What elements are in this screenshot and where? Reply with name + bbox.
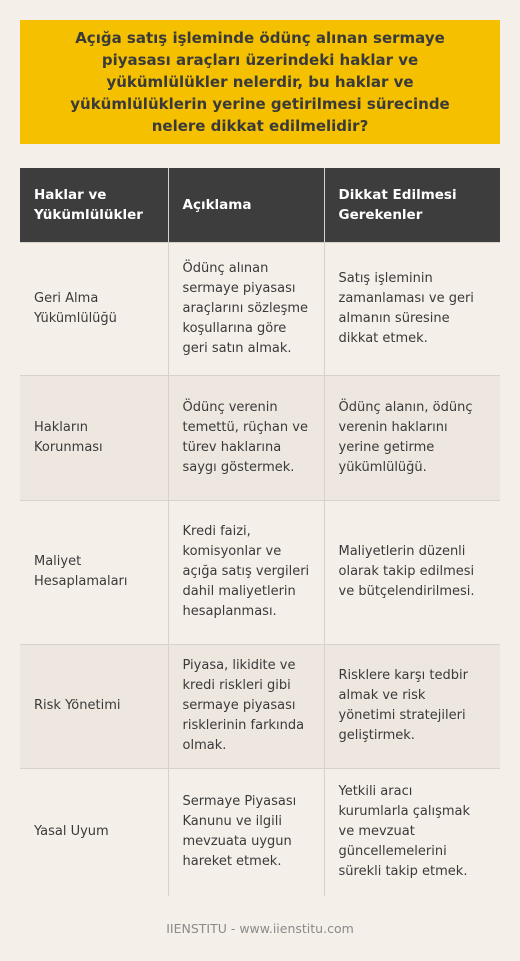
column-header-item: Haklar ve Yükümlülükler (20, 168, 168, 242)
footer-credit: IIENSTITU - www.iienstitu.com (166, 921, 354, 936)
cell-item: Hakların Korunması (20, 375, 168, 500)
cell-item: Geri Alma Yükümlülüğü (20, 242, 168, 375)
cell-considerations: Risklere karşı tedbir almak ve risk yönetimi stratejileri geliştirmek. (324, 644, 500, 768)
cell-item: Risk Yönetimi (20, 644, 168, 768)
table-row (20, 242, 500, 375)
cell-item: Yasal Uyum (20, 768, 168, 896)
title-banner (20, 20, 500, 144)
cell-considerations: Maliyetlerin düzenli olarak takip edilmesi ve bütçelendirilmesi. (324, 500, 500, 644)
cell-description: Ödünç alınan sermaye piyasası araçlarını sözleşme koşullarına göre geri satın almak. (168, 242, 324, 375)
table-row (20, 768, 500, 896)
cell-description: Piyasa, likidite ve kredi riskleri gibi sermaye piyasası risklerinin farkında olmak. (168, 644, 324, 768)
table-row (20, 644, 500, 768)
rights-obligations-table (20, 168, 500, 896)
cell-considerations: Ödünç alanın, ödünç verenin haklarını yerine getirme yükümlülüğü. (324, 375, 500, 500)
cell-considerations: Satış işleminin zamanlaması ve geri almanın süresine dikkat etmek. (324, 242, 500, 375)
cell-considerations: Yetkili aracı kurumlarla çalışmak ve mevzuat güncellemelerini sürekli takip etmek. (324, 768, 500, 896)
cell-description: Ödünç verenin temettü, rüçhan ve türev haklarına saygı göstermek. (168, 375, 324, 500)
column-header-considerations: Dikkat Edilmesi Gerekenler (324, 168, 500, 242)
table-row (20, 375, 500, 500)
cell-description: Sermaye Piyasası Kanunu ve ilgili mevzuata uygun hareket etmek. (168, 768, 324, 896)
cell-item: Maliyet Hesaplamaları (20, 500, 168, 644)
column-header-description: Açıklama (168, 168, 324, 242)
page-title: Açığa satış işleminde ödünç alınan sermaye piyasası araçları üzerindeki haklar ve yükümlülükler nelerdir, bu haklar ve yükümlülüklerin yerine getirilmesi sürecinde nelere dikkat edilmelidir? (70, 29, 450, 135)
table-header-row (20, 168, 500, 242)
cell-description: Kredi faizi, komisyonlar ve açığa satış vergileri dahil maliyetlerin hesaplanması. (168, 500, 324, 644)
table-row (20, 500, 500, 644)
